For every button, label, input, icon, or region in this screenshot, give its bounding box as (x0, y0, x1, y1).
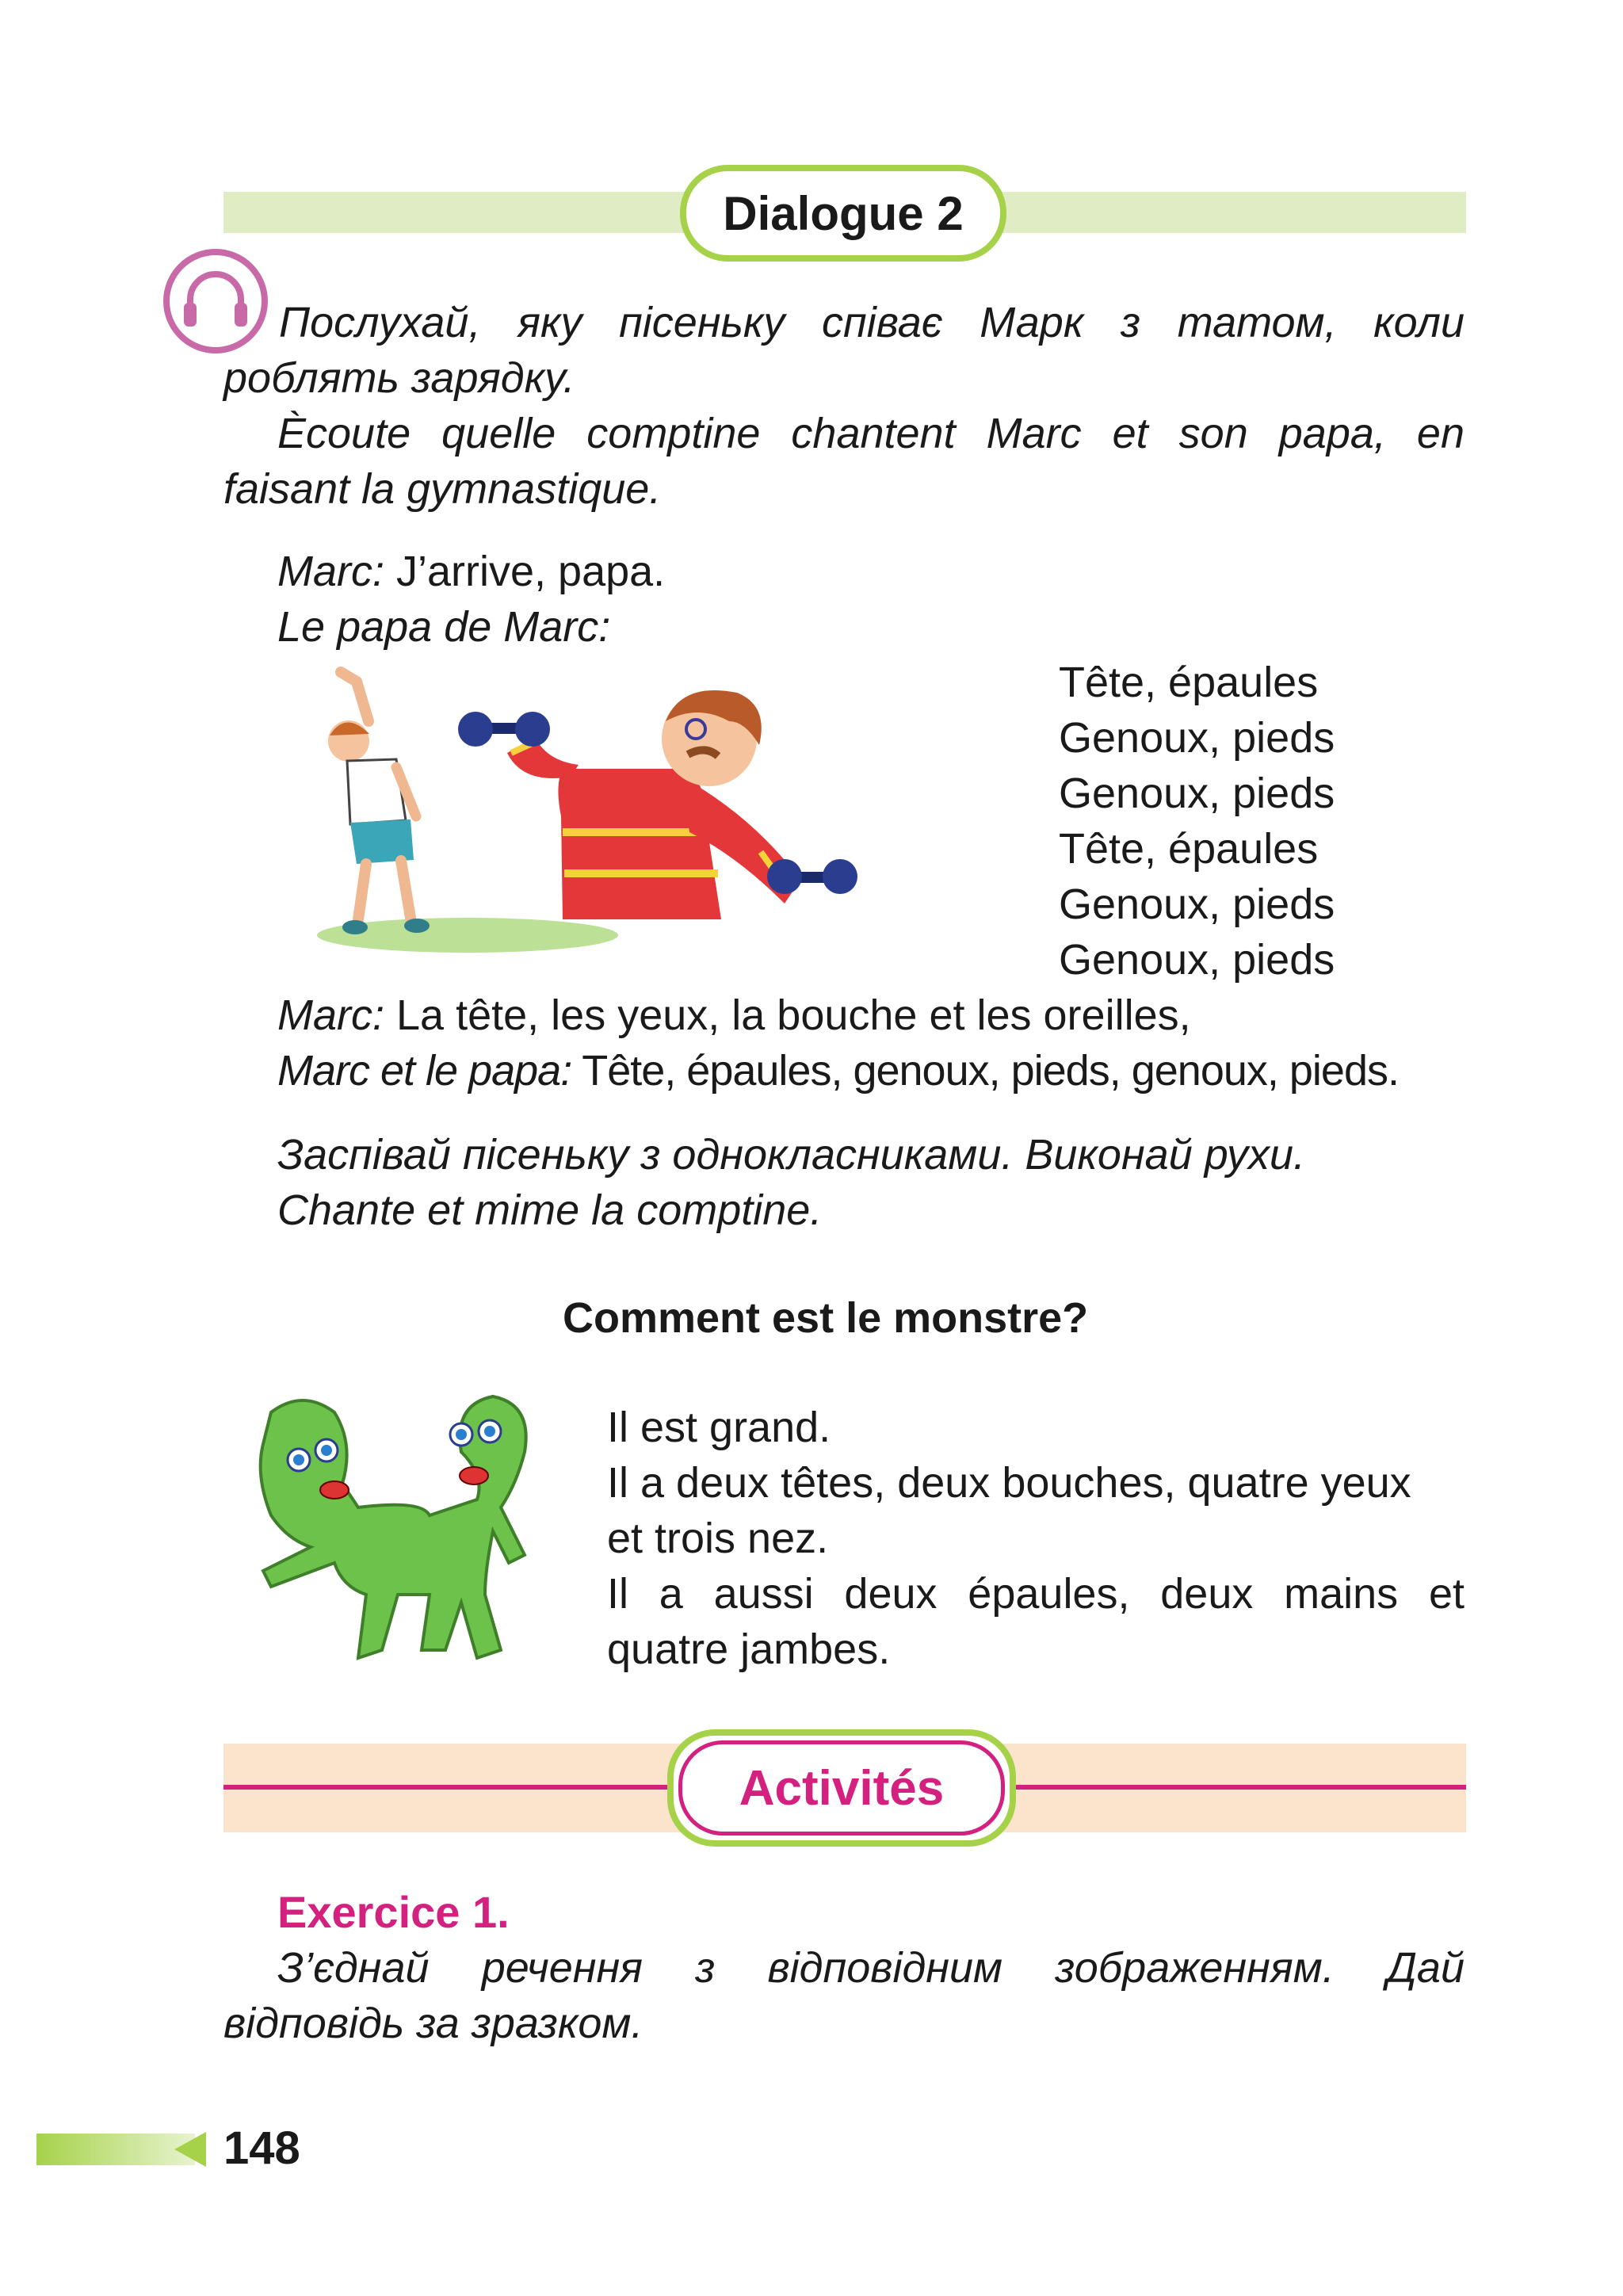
speaker-papa: Le papa de Marc: (277, 603, 611, 651)
song-block (1059, 655, 1392, 988)
exercise-illustration (309, 666, 975, 967)
song-line: Genoux, pieds (1059, 881, 1335, 928)
both-line-text: Tête, épaules, genoux, pieds, genoux, pieds. (582, 1047, 1399, 1095)
task-fr: Chante et mime la comptine. (277, 1186, 823, 1234)
dialogue-both-line (277, 1043, 1399, 1098)
speaker-both: Marc et le papa: (277, 1047, 572, 1095)
monster-line: Il a aussi deux épaules, deux mains et (607, 1570, 1465, 1618)
page-arrow-icon (174, 2132, 206, 2167)
section-title (680, 165, 1006, 262)
headphones-icon[interactable] (162, 247, 269, 355)
monster-line: quatre jambes. (607, 1626, 891, 1673)
activities-title-text: Activités (678, 1740, 1005, 1836)
marc-line-text: J’arrive, papa. (396, 548, 666, 595)
instruction-uk-line2: роблять зарядку. (223, 354, 575, 402)
speaker-marc-2: Marc: (277, 991, 384, 1039)
exercise-instruction-line2: відповідь за зразком. (223, 2000, 643, 2047)
speaker-marc: Marc: (277, 548, 384, 595)
song-line: Genoux, pieds (1059, 936, 1335, 984)
instruction-fr-line2: faisant la gymnastique. (223, 465, 662, 513)
exercise-title: Exercice 1. (277, 1887, 510, 1937)
monster-description (607, 1400, 1465, 1677)
song-line: Tête, épaules (1059, 825, 1319, 873)
monster-heading: Comment est le monstre? (563, 1294, 1089, 1342)
page-number-tab (36, 2134, 195, 2165)
task-uk: Заспівай пісеньку з однокласниками. Виконай рухи. (277, 1131, 1306, 1179)
song-line: Tête, épaules (1059, 659, 1319, 706)
instruction-fr-line1: Ècoute quelle comptine chantent Marc et son papa, en (277, 410, 1465, 457)
dialogue-marc-line-2 (277, 988, 1191, 1043)
monster-line: Il a deux têtes, deux bouches, quatre yeux (607, 1459, 1411, 1507)
instruction-uk-line1: Послухай, яку пісеньку співає Марк з татом, коли (279, 299, 1465, 346)
monster-illustration (223, 1389, 564, 1690)
section-title-text: Dialogue 2 (723, 186, 964, 240)
monster-line: Il est grand. (607, 1404, 831, 1451)
dialogue-marc-line (277, 544, 665, 599)
song-line: Genoux, pieds (1059, 770, 1335, 817)
exercise-instruction-line1: З’єднай речення з відповідним зображенням. Дай (277, 1944, 1465, 1992)
song-line: Genoux, pieds (1059, 714, 1335, 762)
activities-title (667, 1729, 1016, 1847)
monster-line: et trois nez. (607, 1515, 829, 1562)
page-number: 148 (223, 2122, 300, 2174)
marc-line-2-text: La tête, les yeux, la bouche et les oreilles, (396, 991, 1191, 1039)
